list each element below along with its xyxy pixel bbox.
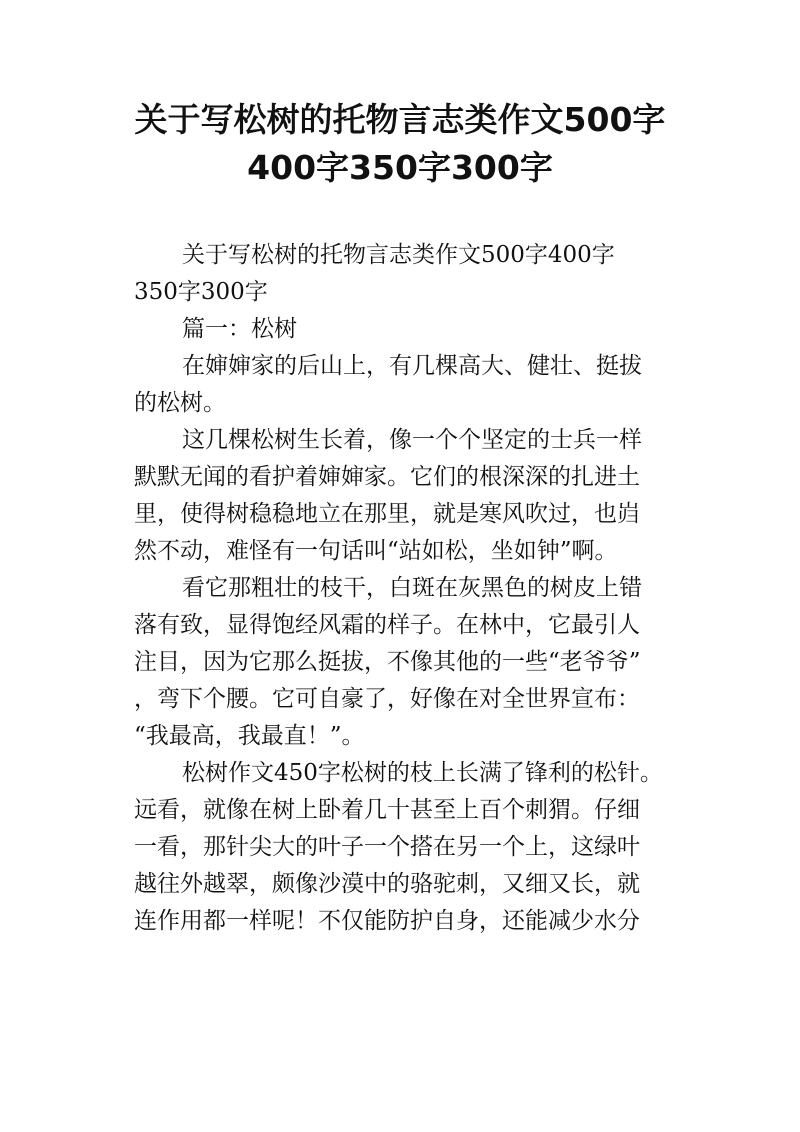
body-line: 连作用都一样呢！不仅能防护自身，还能减少水分	[134, 908, 640, 934]
body-line: 里，使得树稳稳地立在那里，就是寒风吹过，也岿	[134, 501, 640, 527]
body-line: 的松树。	[134, 390, 226, 416]
section-heading: 篇一：松树	[182, 316, 297, 342]
body-line: 松树作文450字松树的枝上长满了锋利的松针。	[182, 760, 663, 786]
document-body	[134, 237, 694, 940]
title-line: 关于写松树的托物言志类作文500字	[134, 100, 666, 139]
body-line: 在婶婶家的后山上，有几棵高大、健壮、挺拔	[182, 353, 642, 379]
body-line: 这几棵松树生长着，像一个个坚定的士兵一样	[182, 427, 642, 453]
body-line: 一看，那针尖大的叶子一个搭在另一个上，这绿叶	[134, 834, 640, 860]
body-line: 落有致，显得饱经风霜的样子。在林中，它最引人	[134, 612, 640, 638]
body-line: ，弯下个腰。它可自豪了，好像在对全世界宣布：	[134, 686, 640, 712]
document-title	[0, 96, 800, 192]
body-line: 默默无闻的看护着婶婶家。它们的根深深的扎进土	[134, 464, 640, 490]
body-line: 注目，因为它那么挺拔，不像其他的一些“老爷爷”	[134, 649, 641, 675]
body-line: 远看，就像在树上卧着几十甚至上百个刺猬。仔细	[134, 797, 640, 823]
body-line: 关于写松树的托物言志类作文500字400字	[182, 242, 615, 268]
title-line: 400字350字300字	[247, 148, 553, 187]
body-line: 350字300字	[134, 279, 268, 305]
body-line: 然不动，难怪有一句话叫“站如松，坐如钟”啊。	[134, 538, 618, 564]
body-line: 看它那粗壮的枝干，白斑在灰黑色的树皮上错	[182, 575, 642, 601]
body-line: 越往外越翠，颇像沙漠中的骆驼刺，又细又长，就	[134, 871, 640, 897]
body-line: “我最高，我最直！”。	[134, 723, 365, 749]
